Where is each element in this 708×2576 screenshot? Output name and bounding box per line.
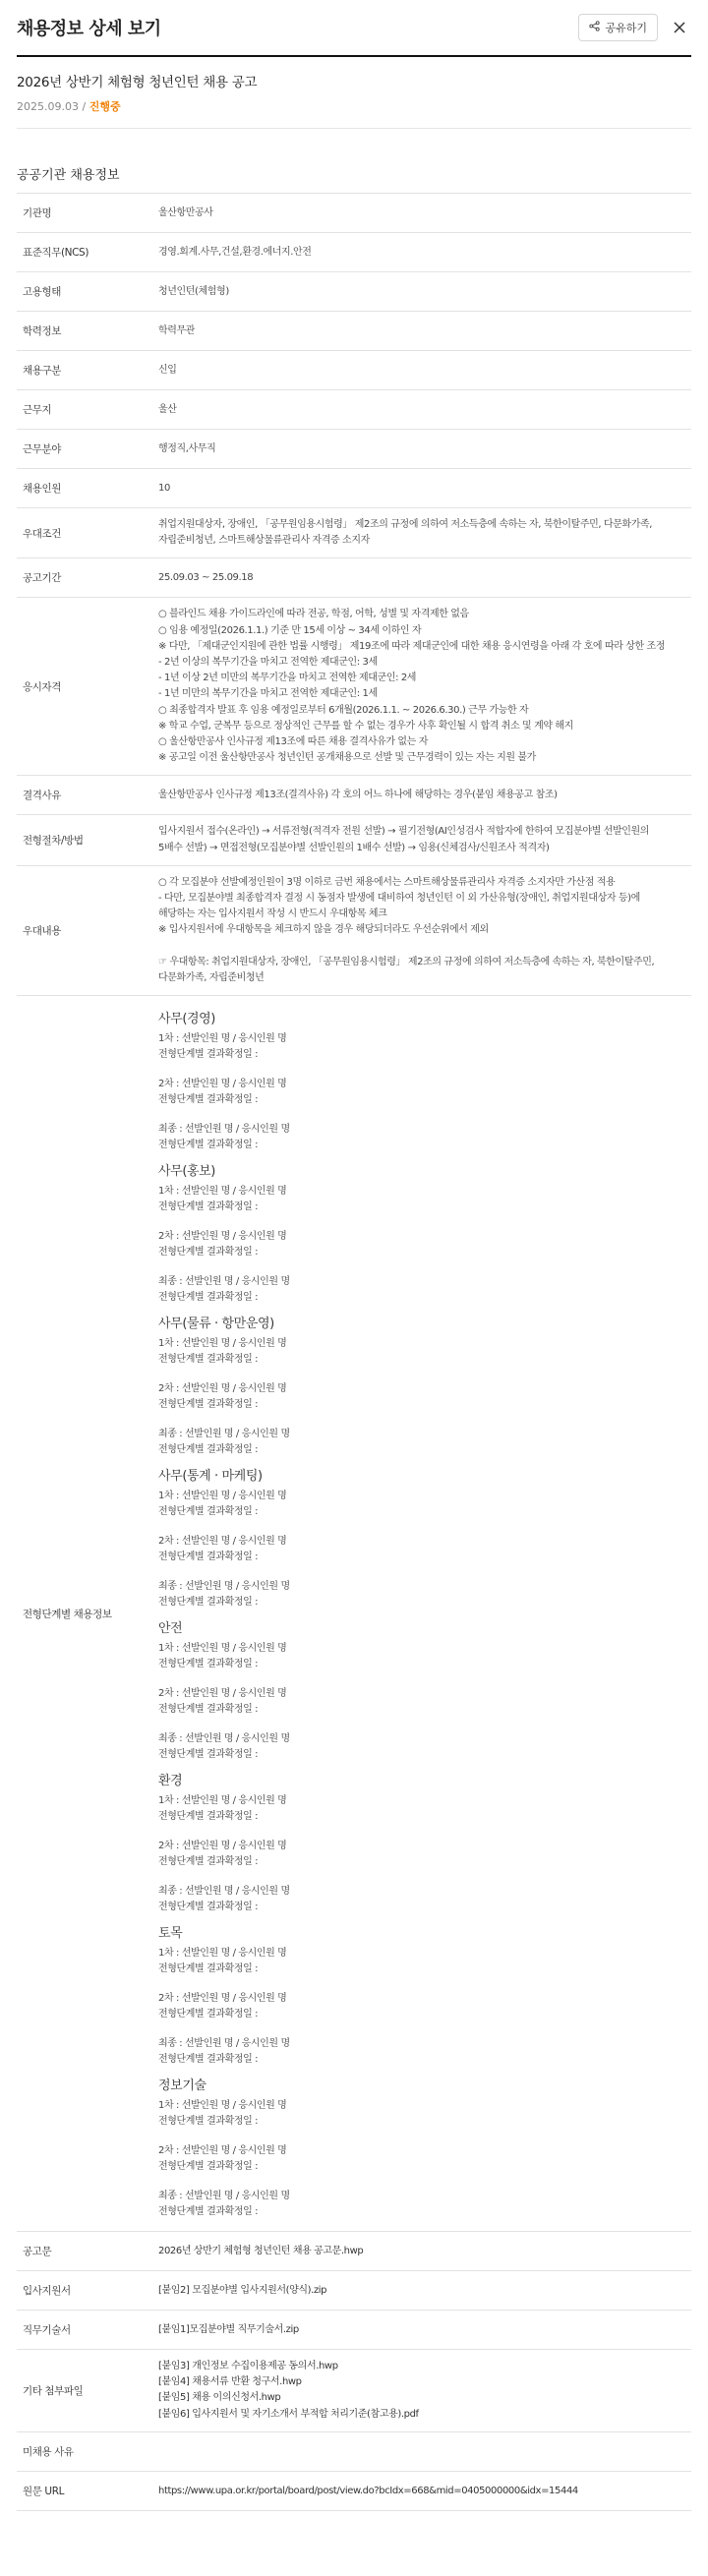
stage-line-1: 1차 : 선발인원 명 / 응시인원 명 (158, 1338, 287, 1350)
top-bar (17, 0, 691, 57)
blank-line (158, 1869, 687, 1884)
notice-file-link[interactable]: 2026년 상반기 체험형 청년인턴 채용 공고문.hwp (158, 2246, 364, 2257)
blank-line (158, 2129, 687, 2143)
row-value: 청년인턴(체험형) (158, 286, 229, 297)
row-label: 원문 URL (23, 2485, 65, 2497)
row-notice (17, 2232, 691, 2271)
row-value (154, 865, 691, 995)
stage-group (158, 1467, 687, 1610)
row-stage-status (17, 996, 691, 2232)
row-label: 표준직무(NCS) (23, 247, 89, 259)
source-url-link[interactable]: https://www.upa.or.kr/portal/board/post/view.do?bcIdx=668&mid=0405000000&idx=15444 (158, 2485, 578, 2496)
text-line: ※ 다만, 「제대군인지원에 관한 법률 시행령」 제19조에 따라 제대군인에 대한 채용 응시연령을 아래 각 호에 따라 상한 조정 (158, 640, 666, 652)
row-period (17, 558, 691, 598)
row-label: 기타 첨부파일 (23, 2384, 84, 2397)
row-label: 결격사유 (23, 790, 61, 802)
stage-result-date: 전형단계별 결과확정일 : (158, 1962, 259, 1974)
row-hire-type (17, 351, 691, 390)
row-label: 공고문 (23, 2246, 52, 2258)
blank-line (158, 2021, 687, 2036)
stage-group (158, 2077, 687, 2219)
stage-line-2: 2차 : 선발인원 명 / 응시인원 명 (158, 1688, 287, 1700)
row-value: 10 (158, 483, 170, 494)
stage-result-date: 전형단계별 결과확정일 : (158, 1901, 259, 1912)
section-title: 공공기관 채용정보 (17, 168, 120, 183)
page-title: 채용정보 상세 보기 (17, 19, 161, 39)
blank-line (158, 1259, 687, 1274)
stage-line-2: 2차 : 선발인원 명 / 응시인원 명 (158, 2145, 287, 2157)
stage-result-date: 전형단계별 결과확정일 : (158, 1093, 259, 1105)
row-value: 경영.회계.사무,건설,환경.에너지.안전 (158, 247, 312, 258)
stage-result-date: 전형단계별 결과확정일 : (158, 1505, 259, 1517)
stage-line-final: 최종 : 선발인원 명 / 응시인원 명 (158, 1429, 290, 1440)
row-value (154, 2431, 691, 2471)
stage-group (158, 1162, 687, 1305)
text-line: ○ 울산항만공사 인사규정 제13조에 따른 채용 결격사유가 없는 자 (158, 736, 428, 748)
row-value (154, 2350, 691, 2432)
stage-result-date: 전형단계별 결과확정일 : (158, 1139, 259, 1150)
blank-line (158, 1519, 687, 1534)
info-table (17, 193, 691, 2511)
stage-line-1: 1차 : 선발인원 명 / 응시인원 명 (158, 1033, 287, 1045)
attachment-link[interactable]: [붙임5] 채용 이의신청서.hwp (158, 2392, 281, 2404)
row-education (17, 312, 691, 351)
attachment-link[interactable]: [붙임6] 입사지원서 및 자기소개서 부적합 처리기준(참고용).pdf (158, 2408, 419, 2420)
job-desc-file-link[interactable]: [붙임1]모집분야별 직무기술서.zip (158, 2324, 299, 2336)
row-value (154, 508, 691, 558)
row-value: 학력무관 (158, 325, 196, 336)
text-line: ※ 학교 수업, 군복무 등으로 정상적인 근무를 할 수 없는 경우가 사후 확인될 시 합격 취소 및 계약 해지 (158, 720, 573, 732)
blank-line (158, 1976, 687, 1991)
stage-result-date: 전형단계별 결과확정일 : (158, 1398, 259, 1410)
row-value: 울산항만공사 (158, 207, 213, 218)
stage-result-date: 전형단계별 결과확정일 : (158, 2008, 259, 2020)
stage-result-date: 전형단계별 결과확정일 : (158, 1443, 259, 1455)
stage-result-date: 전형단계별 결과확정일 : (158, 1703, 259, 1715)
stage-result-date: 전형단계별 결과확정일 : (158, 2205, 259, 2217)
text-line: - 다만, 모집분야별 최종합격자 결정 시 동점자 발생에 대비하여 청년인턴 이 외 가산유형(장애인, 취업지원대상자 등)에 (158, 893, 640, 905)
row-value (154, 598, 691, 776)
stage-group-title: 토목 (158, 1926, 183, 1942)
row-institution (17, 194, 691, 233)
top-actions (578, 14, 691, 41)
row-value: 행정직,사무직 (158, 443, 216, 454)
stage-group (158, 1772, 687, 1914)
row-value (154, 2311, 691, 2350)
row-value (154, 2471, 691, 2510)
blank-line (158, 1717, 687, 1731)
stage-group-title: 안전 (158, 1621, 183, 1637)
attachment-link[interactable]: [붙임4] 채용서류 반환 청구서.hwp (158, 2376, 302, 2388)
row-label: 기관명 (23, 207, 52, 219)
row-ncs (17, 233, 691, 272)
stage-group-title: 환경 (158, 1774, 183, 1789)
row-value: 신입 (158, 365, 177, 376)
row-value: 울산항만공사 인사규정 제13조(결격사유) 각 호의 어느 하나에 해당하는 경우(붙임 채용공고 참조) (158, 790, 558, 801)
row-job-desc (17, 2311, 691, 2350)
row-headcount (17, 469, 691, 508)
stage-result-date: 전형단계별 결과확정일 : (158, 1291, 259, 1303)
stage-group-title: 사무(경영) (158, 1012, 215, 1027)
attachment-link[interactable]: [붙임3] 개인정보 수집이용제공 동의서.hwp (158, 2361, 338, 2372)
stage-group-title: 정보기술 (158, 2078, 206, 2094)
stage-result-date: 전형단계별 결과확정일 : (158, 1246, 259, 1258)
row-disqualification (17, 776, 691, 815)
stage-result-date: 전형단계별 결과확정일 : (158, 1048, 259, 1060)
stage-line-2: 2차 : 선발인원 명 / 응시인원 명 (158, 1536, 287, 1548)
stage-line-2: 2차 : 선발인원 명 / 응시인원 명 (158, 1079, 287, 1090)
stage-result-date: 전형단계별 결과확정일 : (158, 1551, 259, 1562)
blank-line (158, 1367, 687, 1381)
blank-line (158, 1107, 687, 1122)
blank-line (158, 1214, 687, 1229)
stage-line-1: 1차 : 선발인원 명 / 응시인원 명 (158, 1795, 287, 1807)
stage-result-date: 전형단계별 결과확정일 : (158, 2053, 259, 2065)
row-source-url (17, 2471, 691, 2510)
blank-line (158, 2174, 687, 2189)
row-label: 채용구분 (23, 365, 61, 377)
stage-line-1: 1차 : 선발인원 명 / 응시인원 명 (158, 1186, 287, 1198)
stage-group-title: 사무(물류 · 항만운영) (158, 1317, 274, 1332)
stage-container (158, 1010, 687, 2219)
stage-group-title: 사무(통계 · 마케팅) (158, 1469, 263, 1485)
text-line: ☞ 우대항목: 취업지원대상자, 장애인, 「공무원임용시험령」 제2조의 규정에 의하여 저소득층에 속하는 자, 북한이탈주민, (158, 956, 655, 967)
row-field (17, 430, 691, 469)
row-label: 공고기간 (23, 572, 61, 585)
row-attachments (17, 2350, 691, 2432)
stage-group-title: 사무(홍보) (158, 1164, 215, 1180)
text-line: - 2년 이상의 복무기간을 마치고 전역한 제대군인: 3세 (158, 657, 378, 669)
text-line: ○ 임용 예정일(2026.1.1.) 기준 만 15세 이상 ~ 34세 이하인 자 (158, 624, 422, 636)
application-file-link[interactable]: [붙임2] 모집분야별 입사지원서(양식).zip (158, 2285, 327, 2297)
row-value: 울산 (158, 404, 177, 415)
blank-line (158, 1412, 687, 1427)
row-label: 전형절차/방법 (23, 835, 84, 848)
row-value (154, 815, 691, 865)
stage-line-final: 최종 : 선발인원 명 / 응시인원 명 (158, 2038, 290, 2050)
stage-result-date: 전형단계별 결과확정일 : (158, 1596, 259, 1608)
row-label: 우대조건 (23, 527, 61, 540)
row-employment-type (17, 272, 691, 312)
blank-line (158, 1824, 687, 1839)
row-value (154, 2232, 691, 2271)
post-meta (17, 98, 691, 114)
row-value (154, 2271, 691, 2311)
text-line: ○ 최종합격자 발표 후 임용 예정일로부터 6개월(2026.1.1. ~ 2026.6.30.) 근무 가능한 자 (158, 704, 529, 716)
stage-line-1: 1차 : 선발인원 명 / 응시인원 명 (158, 2100, 287, 2112)
blank-line (158, 1564, 687, 1579)
text-line: 입사지원서 접수(온라인) → 서류전형(적격자 전원 선발) → 필기전형(AI인성검사 적합자에 한하여 모집분야별 선발인원의 (158, 826, 649, 838)
post-date: 2025.09.03 (17, 100, 79, 113)
stage-line-2: 2차 : 선발인원 명 / 응시인원 명 (158, 1231, 287, 1243)
text-line: ○ 블라인드 채용 가이드라인에 따라 전공, 학점, 어학, 성별 및 자격제한 없음 (158, 609, 469, 620)
stage-line-final: 최종 : 선발인원 명 / 응시인원 명 (158, 1733, 290, 1745)
stage-group (158, 1619, 687, 1762)
stage-group (158, 1924, 687, 2067)
stage-result-date: 전형단계별 결과확정일 : (158, 2115, 259, 2127)
stage-line-1: 1차 : 선발인원 명 / 응시인원 명 (158, 1643, 287, 1655)
stage-line-final: 최종 : 선발인원 명 / 응시인원 명 (158, 1276, 290, 1288)
blank-line (158, 1062, 687, 1077)
text-line: - 1년 미만의 복무기간을 마치고 전역한 제대군인: 1세 (158, 688, 378, 700)
status-badge: 진행중 (88, 100, 121, 113)
meta-separator: / (78, 100, 89, 113)
row-label: 고용형태 (23, 286, 61, 298)
stage-result-date: 전형단계별 결과확정일 : (158, 1658, 259, 1669)
close-icon[interactable] (668, 16, 691, 39)
row-label: 채용인원 (23, 483, 61, 495)
blank-line (158, 939, 687, 955)
stage-line-final: 최종 : 선발인원 명 / 응시인원 명 (158, 1581, 290, 1593)
row-label: 입사지원서 (23, 2285, 71, 2298)
row-unhired-reason (17, 2431, 691, 2471)
text-line: 해당하는 자는 입사지원서 작성 시 반드시 우대항목 체크 (158, 908, 387, 920)
row-label: 전형단계별 채용정보 (23, 1608, 112, 1620)
text-line: - 1년 이상 2년 미만의 복무기간을 마치고 전역한 제대군인: 2세 (158, 673, 417, 684)
share-button-label: 공유하기 (605, 22, 647, 34)
stage-result-date: 전형단계별 결과확정일 : (158, 1810, 259, 1822)
row-qualification (17, 598, 691, 776)
stage-result-date: 전형단계별 결과확정일 : (158, 1353, 259, 1365)
text-line: ※ 입사지원서에 우대항목을 체크하지 않을 경우 해당되더라도 우선순위에서 제외 (158, 924, 489, 936)
row-label: 우대내용 (23, 924, 61, 937)
post-title: 2026년 상반기 체험형 청년인턴 채용 공고 (17, 75, 258, 90)
text-line: 다문화가족, 자립준비청년 (158, 971, 265, 983)
row-value: 25.09.03 ~ 25.09.18 (158, 572, 254, 584)
row-procedure (17, 815, 691, 865)
row-label: 응시자격 (23, 680, 61, 693)
stage-result-date: 전형단계별 결과확정일 : (158, 1855, 259, 1867)
row-label: 근무분야 (23, 443, 61, 455)
row-label: 근무지 (23, 404, 52, 416)
text-line: 취업지원대상자, 장애인, 「공무원임용시험령」 제2조의 규정에 의하여 저소득층에 속하는 자, 북한이탈주민, 다문화가족, (158, 519, 653, 530)
row-label: 학력정보 (23, 325, 61, 337)
row-preference (17, 508, 691, 558)
stage-result-date: 전형단계별 결과확정일 : (158, 1748, 259, 1760)
stage-line-final: 최종 : 선발인원 명 / 응시인원 명 (158, 2191, 290, 2202)
stage-group (158, 1315, 687, 1457)
post-header (17, 57, 691, 129)
row-location (17, 390, 691, 430)
row-preference-detail (17, 865, 691, 995)
stage-group (158, 1010, 687, 1152)
stage-line-final: 최종 : 선발인원 명 / 응시인원 명 (158, 1124, 290, 1136)
text-line: ※ 공고일 이전 울산항만공사 청년인턴 공개채용으로 선발 및 근무경력이 있는 자는 지원 불가 (158, 752, 536, 764)
row-label: 직무기술서 (23, 2324, 71, 2337)
share-button[interactable] (578, 14, 658, 41)
text-line: 자립준비청년, 스마트해상물류관리사 자격증 소지자 (158, 535, 370, 547)
share-icon (589, 21, 600, 34)
stage-line-1: 1차 : 선발인원 명 / 응시인원 명 (158, 1491, 287, 1502)
row-application (17, 2271, 691, 2311)
stage-line-2: 2차 : 선발인원 명 / 응시인원 명 (158, 1993, 287, 2005)
stage-line-2: 2차 : 선발인원 명 / 응시인원 명 (158, 1841, 287, 1852)
text-line: ○ 각 모집분야 선발예정인원이 3명 이하로 금번 채용에서는 스마트해상물류관리사 자격증 소지자만 가산점 적용 (158, 876, 616, 888)
blank-line (158, 1671, 687, 1686)
stage-result-date: 전형단계별 결과확정일 : (158, 2160, 259, 2172)
stage-result-date: 전형단계별 결과확정일 : (158, 1200, 259, 1212)
row-label: 미채용 사유 (23, 2445, 74, 2458)
stage-line-2: 2차 : 선발인원 명 / 응시인원 명 (158, 1383, 287, 1395)
stage-line-final: 최종 : 선발인원 명 / 응시인원 명 (158, 1886, 290, 1898)
stage-groups (154, 996, 691, 2232)
stage-line-1: 1차 : 선발인원 명 / 응시인원 명 (158, 1948, 287, 1960)
text-line: 5배수 선발) → 면접전형(모집분야별 선발인원의 1배수 선발) → 임용(신체검사/신원조사 적격자) (158, 842, 550, 853)
